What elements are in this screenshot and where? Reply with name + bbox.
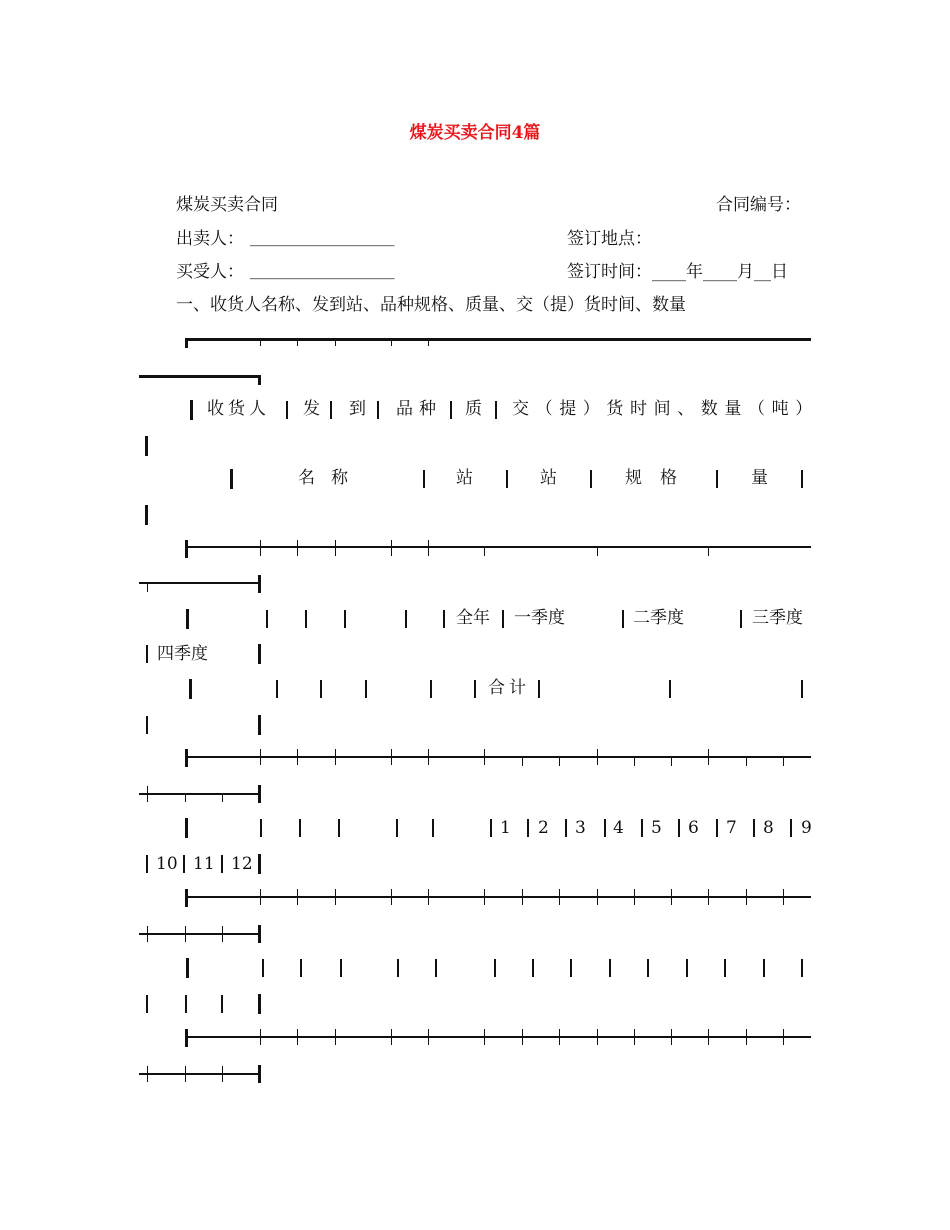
col-consignee: 收货人 bbox=[207, 399, 270, 419]
contract-no-label: 合同编号： bbox=[716, 195, 801, 215]
col-depart: 发 bbox=[303, 399, 320, 419]
month-10: 10 bbox=[156, 854, 178, 874]
col-delivery: 交（提）货时间、数量（吨） bbox=[512, 399, 819, 419]
section1-heading: 一、收货人名称、发到站、品种规格、质量、交（提）货时间、数量 bbox=[176, 295, 686, 315]
buyer-label: 买受人： bbox=[176, 262, 244, 282]
col-q3: 三季度 bbox=[752, 608, 803, 628]
col-spec: 规格 bbox=[625, 468, 695, 488]
col-variety: 品种 bbox=[396, 399, 442, 419]
document-title: 煤炭买卖合同4篇 bbox=[409, 123, 541, 143]
col-name: 名称 bbox=[298, 468, 364, 488]
month-1: 1 bbox=[500, 818, 511, 838]
col-quality: 质 bbox=[465, 399, 482, 419]
seller-label: 出卖人： bbox=[176, 229, 244, 249]
month-3: 3 bbox=[575, 818, 586, 838]
col-station-2: 站 bbox=[540, 468, 557, 488]
month-4: 4 bbox=[613, 818, 624, 838]
col-total: 合计 bbox=[488, 678, 530, 698]
col-station-1: 站 bbox=[456, 468, 473, 488]
col-full-year: 全年 bbox=[456, 608, 490, 628]
month-12: 12 bbox=[231, 854, 253, 874]
month-5: 5 bbox=[651, 818, 662, 838]
col-amount: 量 bbox=[751, 468, 768, 488]
month-8: 8 bbox=[763, 818, 774, 838]
col-q2: 二季度 bbox=[633, 608, 684, 628]
buyer-blank: _________________ bbox=[250, 260, 395, 280]
col-q1: 一季度 bbox=[514, 608, 565, 628]
sign-time: 签订时间：____年____月__日 bbox=[567, 262, 788, 282]
month-2: 2 bbox=[538, 818, 549, 838]
col-q4: 四季度 bbox=[157, 644, 208, 664]
month-6: 6 bbox=[688, 818, 699, 838]
col-arrive: 到 bbox=[349, 399, 366, 419]
sign-place-label: 签订地点： bbox=[567, 229, 652, 249]
seller-blank: _________________ bbox=[250, 227, 395, 247]
contract-name: 煤炭买卖合同 bbox=[176, 195, 278, 215]
month-9: 9 bbox=[801, 818, 812, 838]
month-11: 11 bbox=[193, 854, 215, 874]
month-7: 7 bbox=[726, 818, 737, 838]
